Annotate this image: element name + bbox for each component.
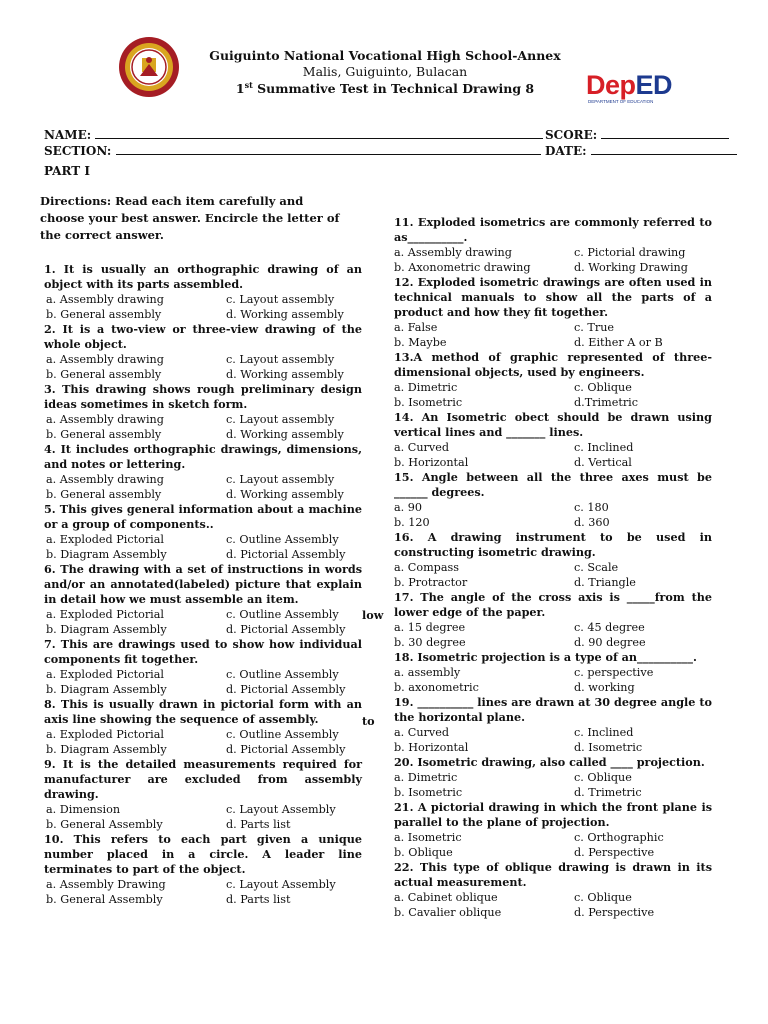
question-text: 4. It includes orthographic drawings, dimensions, and notes or lettering. bbox=[44, 442, 362, 471]
question-item bbox=[394, 755, 712, 800]
question-text: 13.A method of graphic represented of three-dimensional objects, used by engineers. bbox=[394, 350, 712, 379]
test-title: 1st Summative Test in Technical Drawing 8 bbox=[235, 80, 535, 97]
answer-option[interactable]: b. Diagram Assembly bbox=[46, 623, 167, 636]
answer-option[interactable]: d. Working assembly bbox=[226, 428, 344, 441]
answer-option[interactable]: b. 30 degree bbox=[394, 636, 466, 649]
right-question-column bbox=[394, 215, 712, 920]
question-text: 14. An Isometric obect should be drawn using vertical lines and _______ lines. bbox=[394, 410, 712, 439]
date-field[interactable]: DATE: bbox=[545, 144, 737, 158]
answer-option[interactable]: a. Cabinet oblique bbox=[394, 891, 498, 904]
answer-option[interactable]: b. Oblique bbox=[394, 846, 453, 859]
answer-option[interactable]: d. Pictorial Assembly bbox=[226, 683, 346, 696]
question-item bbox=[44, 562, 362, 637]
answer-option[interactable]: a. Curved bbox=[394, 726, 449, 739]
question-text: 12. Exploded isometric drawings are often used in technical manuals to show all the parts of a product and how they fit together. bbox=[394, 275, 712, 319]
answer-option[interactable]: c. Pictorial drawing bbox=[574, 246, 686, 259]
answer-option[interactable]: a. Assembly drawing bbox=[46, 473, 164, 486]
answer-option[interactable]: d. Parts list bbox=[226, 893, 291, 906]
answer-option[interactable]: a. Isometric bbox=[394, 831, 462, 844]
answer-option[interactable]: a. assembly bbox=[394, 666, 461, 679]
answer-option[interactable]: d. Working assembly bbox=[226, 308, 344, 321]
question-item bbox=[44, 757, 362, 832]
answer-option[interactable]: b. General Assembly bbox=[46, 818, 163, 831]
answer-option[interactable]: a. Curved bbox=[394, 441, 449, 454]
question-item bbox=[394, 800, 712, 860]
answer-option[interactable]: b. Protractor bbox=[394, 576, 468, 589]
answer-option[interactable]: c. Layout assembly bbox=[226, 473, 335, 486]
school-name: Guiguinto National Vocational High School-Annex bbox=[209, 48, 561, 63]
question-item bbox=[394, 695, 712, 755]
school-address: Malis, Guiguinto, Bulacan bbox=[302, 64, 468, 79]
answer-option[interactable]: d. Working assembly bbox=[226, 368, 344, 381]
question-item bbox=[394, 470, 712, 530]
answer-option[interactable]: b. Diagram Assembly bbox=[46, 548, 167, 561]
answer-option[interactable]: d. Isometric bbox=[574, 741, 643, 754]
answer-option[interactable]: c. True bbox=[574, 321, 615, 334]
answer-option[interactable]: b. Maybe bbox=[394, 336, 447, 349]
answer-option[interactable]: c. Orthographic bbox=[574, 831, 664, 844]
question-item bbox=[394, 650, 712, 695]
answer-option[interactable]: a. Assembly drawing bbox=[46, 293, 164, 306]
answer-option[interactable]: d. Pictorial Assembly bbox=[226, 548, 346, 561]
question-item bbox=[44, 262, 362, 322]
question-item bbox=[44, 382, 362, 442]
question-item bbox=[44, 442, 362, 502]
answer-option[interactable]: b. General assembly bbox=[46, 488, 162, 501]
question-text: 22. This type of oblique drawing is drawn in its actual measurement. bbox=[394, 860, 712, 889]
answer-option[interactable]: a. Exploded Pictorial bbox=[46, 668, 165, 681]
answer-option[interactable]: c. Layout assembly bbox=[226, 413, 335, 426]
question-text: 8. This is usually drawn in pictorial form with an axis line showing the sequence of assembly. bbox=[44, 697, 362, 726]
question-item bbox=[394, 275, 712, 350]
answer-option[interactable]: b. Axonometric drawing bbox=[394, 261, 531, 274]
answer-option[interactable]: d. 90 degree bbox=[574, 636, 646, 649]
answer-option[interactable]: c. Layout assembly bbox=[226, 353, 335, 366]
answer-option[interactable]: c. Oblique bbox=[574, 381, 632, 394]
question-text: 16. A drawing instrument to be used in constructing isometric drawing. bbox=[394, 530, 712, 559]
answer-option[interactable]: a. Assembly drawing bbox=[46, 413, 164, 426]
question-text: 3. This drawing shows rough preliminary design ideas sometimes in sketch form. bbox=[44, 382, 362, 411]
answer-option[interactable]: a. Assembly Drawing bbox=[46, 878, 166, 891]
score-field[interactable]: SCORE: bbox=[545, 128, 729, 142]
answer-option[interactable]: d. Perspective bbox=[574, 846, 655, 859]
answer-option[interactable]: c. Outline Assembly bbox=[226, 608, 339, 621]
question-item bbox=[394, 530, 712, 590]
answer-option[interactable]: b. General assembly bbox=[46, 428, 162, 441]
answer-option[interactable]: d. Either A or B bbox=[574, 336, 663, 349]
question-item bbox=[394, 350, 712, 410]
question-item bbox=[44, 637, 362, 697]
answer-option[interactable]: b. Isometric bbox=[394, 396, 463, 409]
answer-option[interactable]: d. Vertical bbox=[574, 456, 632, 469]
part-heading: PART I bbox=[44, 164, 90, 178]
answer-option[interactable]: b. Cavalier oblique bbox=[394, 906, 502, 919]
answer-option[interactable]: c. Layout assembly bbox=[226, 293, 335, 306]
answer-option[interactable]: c. Oblique bbox=[574, 771, 632, 784]
question-text: 1. It is usually an orthographic drawing of an object with its parts assembled. bbox=[44, 262, 362, 291]
deped-logo: DepED DEPARTMENT OF EDUCATION bbox=[586, 70, 673, 104]
answer-option[interactable]: d. Parts list bbox=[226, 818, 291, 831]
answer-option[interactable]: c. Layout Assembly bbox=[226, 878, 336, 891]
question-text: 15. Angle between all the three axes must be ______ degrees. bbox=[394, 470, 712, 499]
answer-option[interactable]: d. Triangle bbox=[574, 576, 636, 589]
question-text: 7. This are drawings used to show how individual components fit together. bbox=[44, 637, 362, 666]
answer-option[interactable]: c. Oblique bbox=[574, 891, 632, 904]
answer-option[interactable]: c. Inclined bbox=[574, 441, 634, 454]
answer-option[interactable]: a. Exploded Pictorial bbox=[46, 608, 165, 621]
stray-text-to: to bbox=[362, 714, 375, 728]
answer-option[interactable]: c. perspective bbox=[574, 666, 654, 679]
question-item bbox=[44, 697, 362, 757]
answer-option[interactable]: a. Compass bbox=[394, 561, 460, 574]
answer-option[interactable]: a. Exploded Pictorial bbox=[46, 533, 165, 546]
answer-option[interactable]: c. Inclined bbox=[574, 726, 634, 739]
question-item bbox=[394, 590, 712, 650]
question-text: 17. The angle of the cross axis is _____from the lower edge of the paper. bbox=[394, 590, 712, 619]
question-text: 21. A pictorial drawing in which the front plane is parallel to the plane of projection. bbox=[394, 800, 712, 829]
answer-option[interactable]: d. working bbox=[574, 681, 635, 694]
answer-option[interactable]: b. General Assembly bbox=[46, 893, 163, 906]
answer-option[interactable]: b. 120 bbox=[394, 516, 430, 529]
left-question-column bbox=[44, 262, 362, 907]
answer-option[interactable]: d.Trimetric bbox=[574, 396, 639, 409]
answer-option[interactable]: b. Diagram Assembly bbox=[46, 743, 167, 756]
question-text: 18. Isometric projection is a type of an__________. bbox=[394, 650, 697, 664]
answer-option[interactable]: c. Outline Assembly bbox=[226, 533, 339, 546]
answer-option[interactable]: d. 360 bbox=[574, 516, 610, 529]
answer-option[interactable]: c. 180 bbox=[574, 501, 609, 514]
answer-option[interactable]: c. Scale bbox=[574, 561, 619, 574]
answer-option[interactable]: a. Assembly drawing bbox=[46, 353, 164, 366]
answer-option[interactable]: a. 90 bbox=[394, 501, 423, 514]
answer-option[interactable]: c. Layout Assembly bbox=[226, 803, 336, 816]
answer-option[interactable]: c. Outline Assembly bbox=[226, 668, 339, 681]
answer-option[interactable]: c. 45 degree bbox=[574, 621, 645, 634]
question-item bbox=[394, 215, 712, 275]
answer-option[interactable]: a. Dimension bbox=[46, 803, 121, 816]
answer-option[interactable]: a. Dimetric bbox=[394, 381, 458, 394]
question-text: 9. It is the detailed measurements required for manufacturer are excluded from assembly drawing. bbox=[44, 757, 362, 801]
answer-option[interactable]: b. Horizontal bbox=[394, 456, 469, 469]
section-field[interactable]: SECTION: bbox=[44, 144, 541, 158]
answer-option[interactable]: d. Trimetric bbox=[574, 786, 642, 799]
answer-option[interactable]: b. Isometric bbox=[394, 786, 463, 799]
answer-option[interactable]: a. Exploded Pictorial bbox=[46, 728, 165, 741]
stray-text-low: low bbox=[362, 608, 384, 622]
answer-option[interactable]: a. 15 degree bbox=[394, 621, 466, 634]
answer-option[interactable]: a. Assembly drawing bbox=[394, 246, 512, 259]
answer-option[interactable]: b. General assembly bbox=[46, 308, 162, 321]
question-text: 19. __________ lines are drawn at 30 degree angle to the horizontal plane. bbox=[394, 695, 712, 724]
answer-option[interactable]: a. False bbox=[394, 321, 438, 334]
answer-option[interactable]: d. Working Drawing bbox=[574, 261, 688, 274]
question-item bbox=[44, 832, 362, 907]
answer-option[interactable]: b. axonometric bbox=[394, 681, 479, 694]
question-text: 2. It is a two-view or three-view drawing of the whole object. bbox=[44, 322, 362, 351]
question-text: 5. This gives general information about a machine or a group of components.. bbox=[44, 502, 362, 531]
answer-option[interactable]: d. Pictorial Assembly bbox=[226, 623, 346, 636]
question-text: 11. Exploded isometrics are commonly referred to as__________. bbox=[394, 215, 712, 244]
question-item bbox=[394, 410, 712, 470]
question-text: 10. This refers to each part given a unique number placed in a circle. A leader line terminates to part of the object. bbox=[44, 832, 362, 876]
question-text: 6. The drawing with a set of instructions in words and/or an annotated(labeled) picture that explain in detail how we must assemble an item. bbox=[44, 562, 362, 606]
answer-option[interactable]: d. Working assembly bbox=[226, 488, 344, 501]
answer-option[interactable]: b. Horizontal bbox=[394, 741, 469, 754]
answer-option[interactable]: a. Dimetric bbox=[394, 771, 458, 784]
answer-option[interactable]: b. Diagram Assembly bbox=[46, 683, 167, 696]
name-field[interactable]: NAME: bbox=[44, 128, 543, 142]
directions: Directions: Read each item carefully and choose your best answer. Encircle the letter of the correct answer. bbox=[40, 194, 340, 242]
answer-option[interactable]: b. General assembly bbox=[46, 368, 162, 381]
question-item bbox=[394, 860, 712, 920]
school-seal-logo bbox=[118, 36, 178, 96]
question-item bbox=[44, 502, 362, 562]
answer-option[interactable]: c. Outline Assembly bbox=[226, 728, 339, 741]
answer-option[interactable]: d. Pictorial Assembly bbox=[226, 743, 346, 756]
answer-option[interactable]: d. Perspective bbox=[574, 906, 655, 919]
question-text: 20. Isometric drawing, also called ____ projection. bbox=[394, 755, 705, 769]
question-item bbox=[44, 322, 362, 382]
